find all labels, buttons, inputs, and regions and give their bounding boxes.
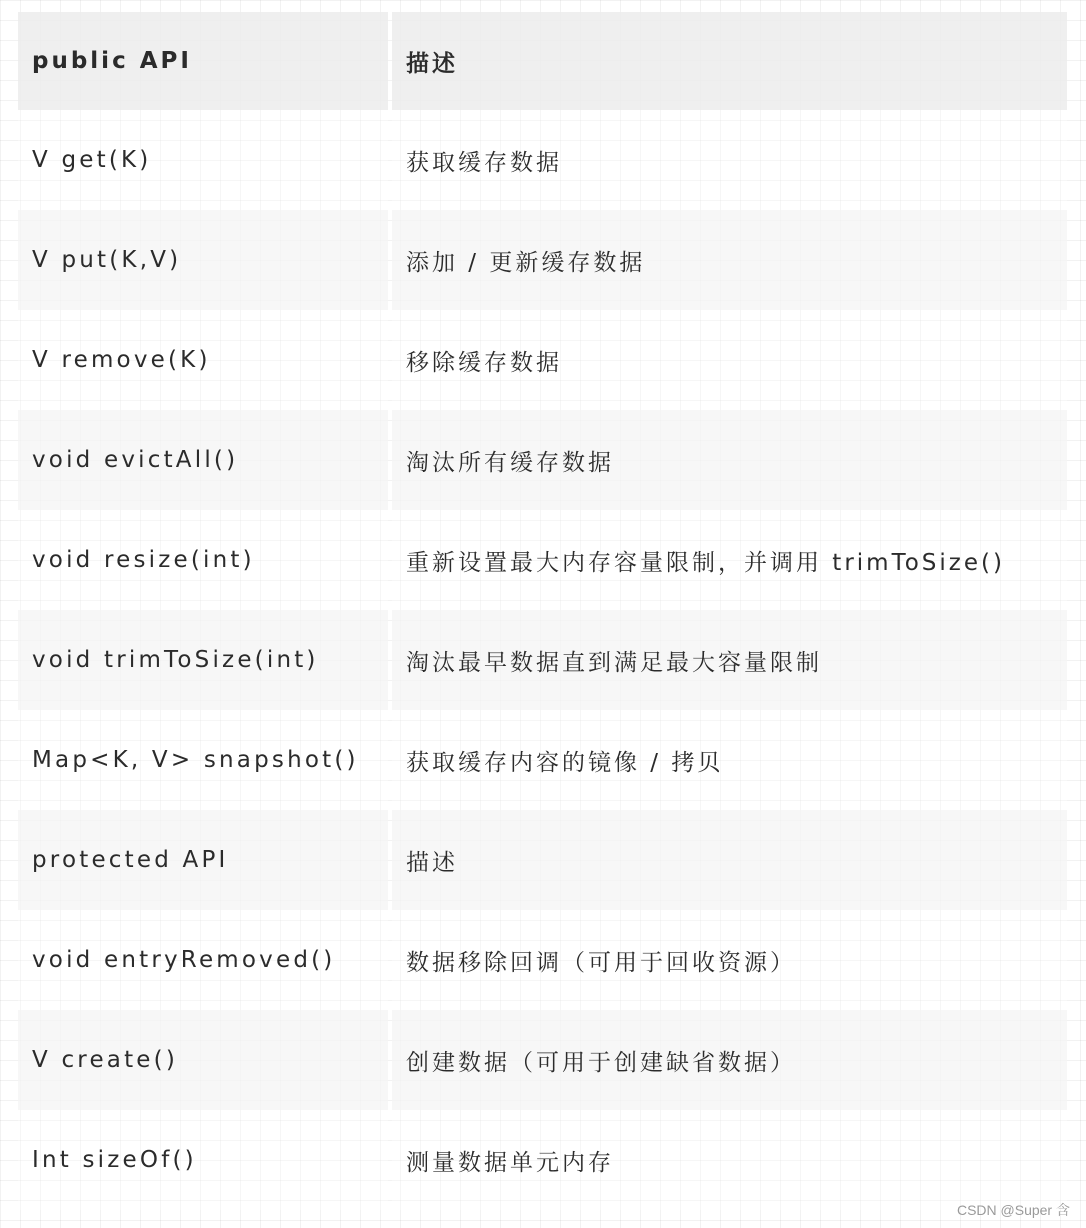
api-cell: V get(K) <box>18 110 388 210</box>
api-cell: Int sizeOf() <box>18 1110 388 1210</box>
api-cell: V put(K,V) <box>18 210 388 310</box>
table-row <box>18 110 1067 210</box>
api-cell: void entryRemoved() <box>18 910 388 1010</box>
watermark: CSDN @Super 含 <box>956 1202 1070 1218</box>
table-row <box>18 1110 1067 1210</box>
description-cell: 描述 <box>392 810 1067 910</box>
table-row <box>18 810 1067 910</box>
description-cell: 获取缓存内容的镜像 / 拷贝 <box>392 710 1067 810</box>
table-row <box>18 910 1067 1010</box>
header-cell-api: public API <box>18 12 388 110</box>
table-row <box>18 210 1067 310</box>
description-cell: 移除缓存数据 <box>392 310 1067 410</box>
header-cell-description: 描述 <box>392 12 1067 110</box>
description-cell: 重新设置最大内存容量限制，并调用 trimToSize() <box>392 510 1067 610</box>
api-cell: protected API <box>18 810 388 910</box>
api-cell: V create() <box>18 1010 388 1110</box>
table-row <box>18 1010 1067 1110</box>
api-cell: V remove(K) <box>18 310 388 410</box>
table-body <box>18 110 1067 1210</box>
api-cell: void trimToSize(int) <box>18 610 388 710</box>
description-cell: 测量数据单元内存 <box>392 1110 1067 1210</box>
api-cell: void resize(int) <box>18 510 388 610</box>
api-cell: Map<K, V> snapshot() <box>18 710 388 810</box>
description-cell: 添加 / 更新缓存数据 <box>392 210 1067 310</box>
description-cell: 数据移除回调（可用于回收资源） <box>392 910 1067 1010</box>
table-row <box>18 710 1067 810</box>
table-row <box>18 510 1067 610</box>
description-cell: 创建数据（可用于创建缺省数据） <box>392 1010 1067 1110</box>
description-cell: 淘汰所有缓存数据 <box>392 410 1067 510</box>
api-table <box>14 12 1071 1210</box>
api-cell: void evictAll() <box>18 410 388 510</box>
table-row <box>18 410 1067 510</box>
description-cell: 获取缓存数据 <box>392 110 1067 210</box>
description-cell: 淘汰最早数据直到满足最大容量限制 <box>392 610 1067 710</box>
table-header <box>18 12 1067 110</box>
header-row <box>18 12 1067 110</box>
table-row <box>18 610 1067 710</box>
table-row <box>18 310 1067 410</box>
